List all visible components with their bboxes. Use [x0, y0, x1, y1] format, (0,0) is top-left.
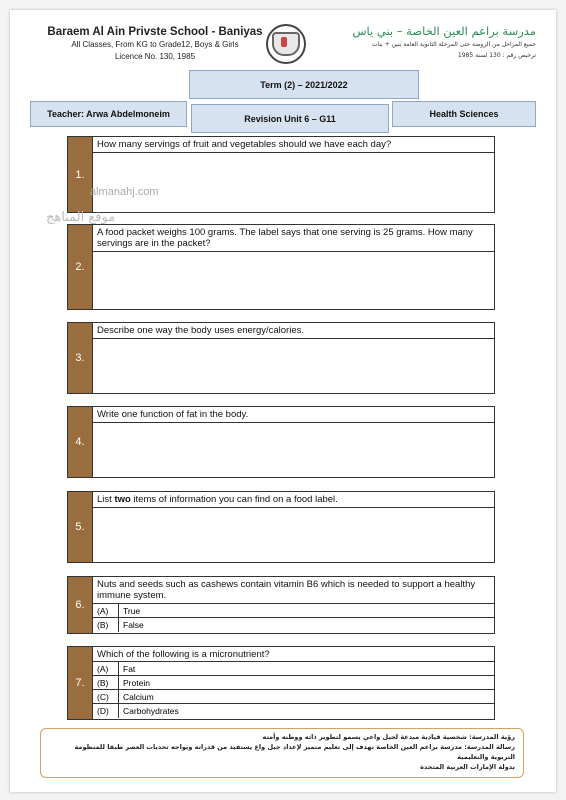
arabic-classes: جميع المراحل من الروضة حتى المرحلة الثانوية العامة بنين + بنات	[371, 41, 536, 48]
option-label: (B)	[97, 620, 109, 630]
footer-vision-mission	[40, 728, 524, 778]
answer-area[interactable]	[92, 323, 494, 393]
question-text: Write one function of fat in the body.	[93, 407, 494, 423]
term-box: Term (2) – 2021/2022	[189, 70, 419, 99]
watermark-site: almanahj.com	[90, 186, 159, 198]
question-text: Describe one way the body uses energy/calories.	[93, 323, 494, 339]
question-text-start: List	[97, 494, 115, 505]
answer-area[interactable]	[92, 407, 494, 477]
unit-box: Revision Unit 6 – G11	[191, 104, 389, 133]
question-text: A food packet weighs 100 grams. The label says that one serving is 25 grams. How many servings are in the packet?	[93, 225, 494, 252]
question-6	[67, 576, 495, 634]
question-3	[67, 322, 495, 394]
header-arabic	[326, 24, 536, 60]
option-text: False	[123, 620, 144, 630]
question-number: 1.	[68, 137, 92, 212]
option-text: Carbohydrates	[123, 706, 179, 716]
school-classes: All Classes, From KG to Grade12, Boys & Girls	[71, 40, 239, 49]
question-4	[67, 406, 495, 478]
option-text: Protein	[123, 678, 150, 688]
option-label: (A)	[97, 664, 109, 674]
option-c[interactable]	[93, 689, 494, 704]
option-a[interactable]	[93, 603, 494, 618]
option-d[interactable]	[93, 703, 494, 718]
watermark-arabic: موقع المناهج	[46, 210, 116, 225]
question-number: 5.	[68, 492, 92, 562]
option-text: True	[123, 606, 141, 616]
answer-area	[92, 647, 494, 719]
answer-area[interactable]	[92, 225, 494, 309]
option-text: Fat	[123, 664, 136, 674]
school-mission: رسالة المدرسة: مدرسة براعم العين الخاصة تهدف إلى تعليم متميز لإعداد جيل واع يستفيد من قدراته ويواجه تحديات العصر طبقا للمنظومة التربوية والتعليمية	[74, 743, 515, 761]
answer-area[interactable]	[92, 137, 494, 212]
header-english	[30, 26, 280, 62]
question-number: 7.	[68, 647, 92, 719]
option-label: (A)	[97, 606, 109, 616]
school-crest-icon	[266, 24, 306, 64]
school-country: بدولة الإمارات العربية المتحدة	[420, 763, 515, 771]
question-2	[67, 224, 495, 310]
question-number: 2.	[68, 225, 92, 309]
question-5	[67, 491, 495, 563]
option-text: Calcium	[123, 692, 154, 702]
question-number: 3.	[68, 323, 92, 393]
teacher-box: Teacher: Arwa Abdelmoneim	[30, 101, 187, 127]
answer-area	[92, 577, 494, 633]
option-a[interactable]	[93, 661, 494, 676]
school-vision: رؤية المدرسة: شخصية قيادية مبدعة لجيل واعي يسمو لتطوير ذاته ووطنه وأمته	[262, 733, 515, 741]
worksheet-page	[10, 10, 556, 792]
question-1	[67, 136, 495, 213]
option-label: (D)	[97, 706, 109, 716]
option-b[interactable]	[93, 675, 494, 690]
option-label: (B)	[97, 678, 109, 688]
option-label: (C)	[97, 692, 109, 702]
question-text	[93, 492, 494, 508]
school-licence: Licence No. 130, 1985	[114, 52, 196, 61]
subject-box: Health Sciences	[392, 101, 536, 127]
question-text: Which of the following is a micronutrient?	[97, 649, 270, 660]
question-7	[67, 646, 495, 720]
arabic-school-name: مدرسة براعم العين الخاصة – بني ياس	[352, 24, 536, 38]
question-text: How many servings of fruit and vegetables should we have each day?	[93, 137, 494, 153]
option-b[interactable]	[93, 617, 494, 632]
question-number: 4.	[68, 407, 92, 477]
school-name: Baraem Al Ain Privste School - Baniyas	[47, 26, 263, 38]
question-text-end: items of information you can find on a food label.	[130, 494, 338, 505]
answer-area[interactable]	[92, 492, 494, 562]
question-number: 6.	[68, 577, 92, 633]
question-text-emphasis: two	[114, 494, 131, 505]
arabic-licence: ترخيص رقم : 130 لسنة 1985	[457, 52, 536, 59]
question-text: Nuts and seeds such as cashews contain vitamin B6 which is needed to support a healthy immune system.	[97, 579, 476, 601]
